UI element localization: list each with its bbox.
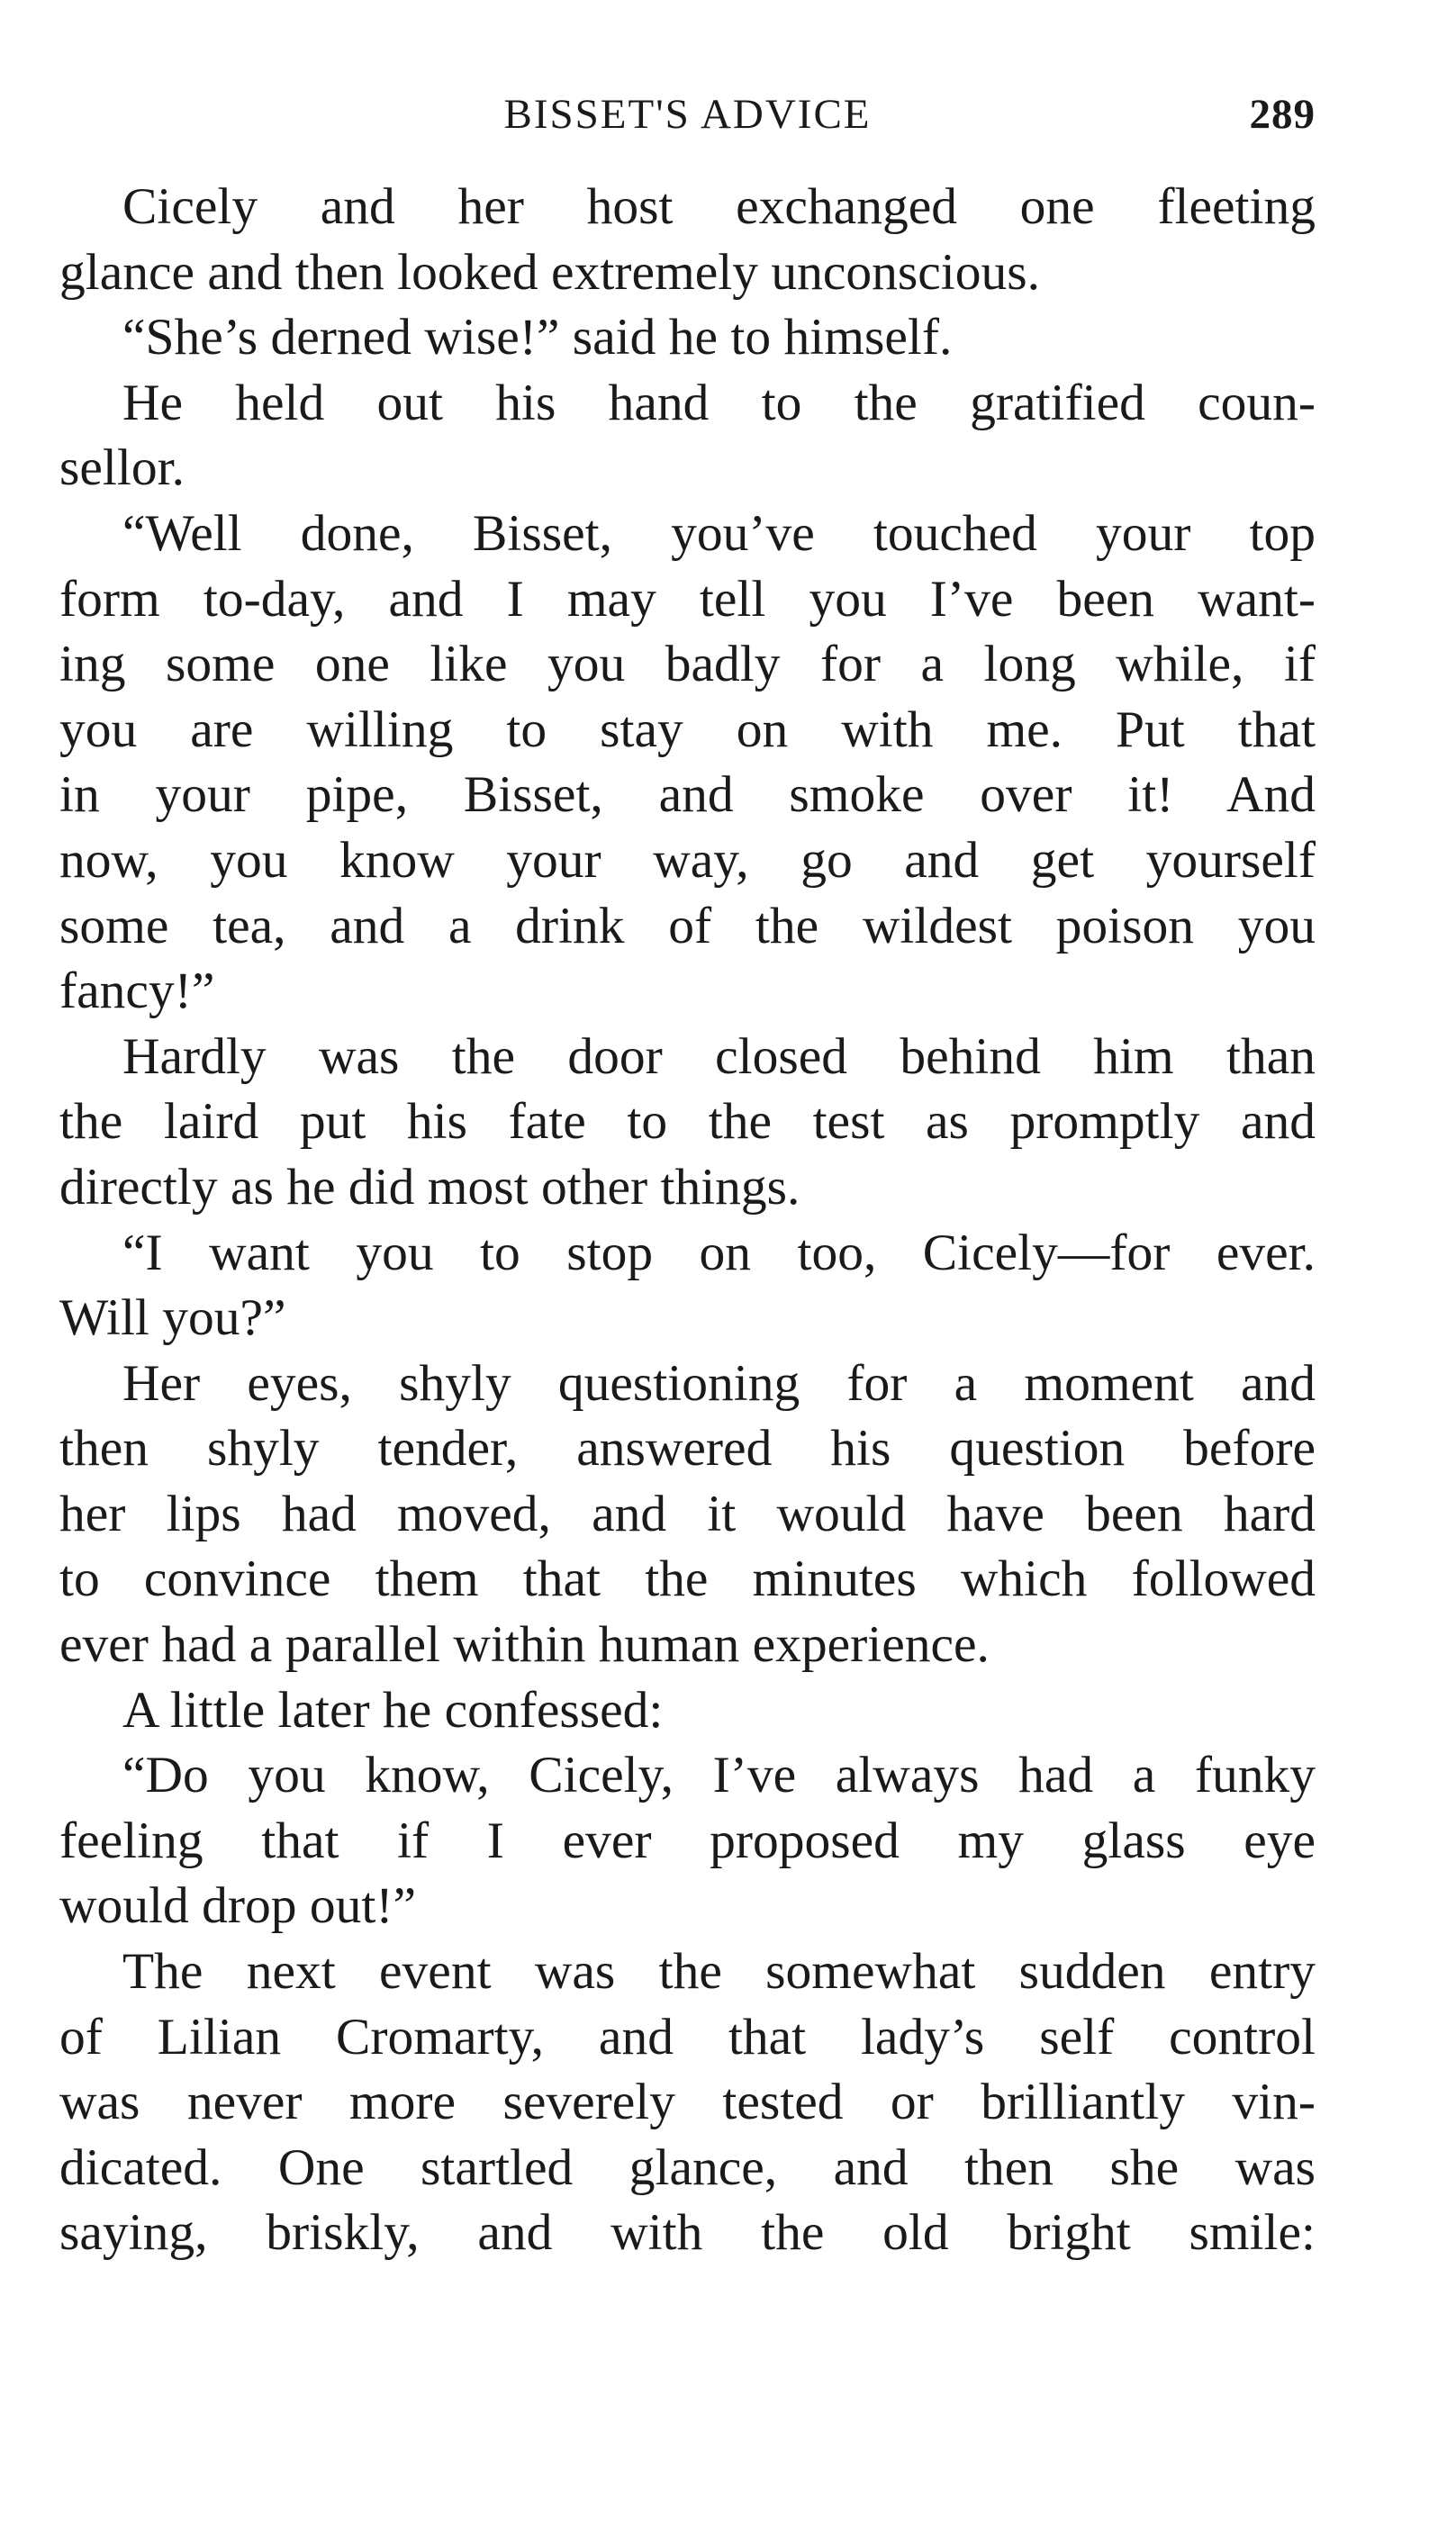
text-line: in your pipe, Bisset, and smoke over it! And: [59, 766, 1316, 824]
text-line: would drop out!”: [59, 1877, 417, 1935]
text-line: now, you know your way, go and get yourself: [59, 831, 1316, 889]
text-line: of Lilian Cromarty, and that lady’s self control: [59, 2008, 1316, 2065]
text-line: “I want you to stop on too, Cicely—for ever.: [122, 1224, 1316, 1281]
text-line: some tea, and a drink of the wildest poison you: [59, 897, 1316, 954]
text-line: saying, briskly, and with the old bright smile:: [59, 2204, 1316, 2262]
text-line: Will you?”: [59, 1289, 286, 1347]
text-line: “Do you know, Cicely, I’ve always had a funky: [122, 1747, 1316, 1804]
text-line: sellor.: [59, 439, 185, 497]
text-line: glance and then looked extremely unconscious.: [59, 243, 1040, 301]
text-line: directly as he did most other things.: [59, 1158, 800, 1216]
text-line: ing some one like you badly for a long while, if: [59, 636, 1316, 693]
page-number: 289: [1249, 91, 1316, 138]
text-line: “Well done, Bisset, you’ve touched your top: [122, 504, 1316, 562]
text-line: fancy!”: [59, 963, 215, 1020]
text-line: Her eyes, shyly questioning for a moment and: [122, 1354, 1316, 1412]
text-line: Hardly was the door closed behind him than: [122, 1027, 1316, 1085]
text-line: the laird put his fate to the test as promptly and: [59, 1093, 1316, 1151]
text-line: He held out his hand to the gratified coun-: [122, 374, 1316, 431]
book-page: [59, 90, 1316, 2266]
body-text: [59, 175, 1316, 2266]
chapter-title: BISSET'S ADVICE: [503, 91, 872, 138]
text-line: then shyly tender, answered his question before: [59, 1420, 1316, 1478]
text-line: feeling that if I ever proposed my glass eye: [59, 1812, 1316, 1869]
text-line: form to-day, and I may tell you I’ve been want-: [59, 570, 1316, 628]
text-line: ever had a parallel within human experience.: [59, 1616, 990, 1674]
text-line: to convince them that the minutes which followed: [59, 1550, 1316, 1608]
running-head: [59, 90, 1316, 153]
text-line: was never more severely tested or brilliantly vin-: [59, 2074, 1316, 2131]
text-line: A little later he confessed:: [122, 1681, 664, 1739]
text-line: Cicely and her host exchanged one fleeting: [122, 178, 1316, 235]
text-line: dicated. One startled glance, and then she was: [59, 2138, 1316, 2196]
text-line: her lips had moved, and it would have been hard: [59, 1485, 1316, 1542]
text-line: The next event was the somewhat sudden entry: [122, 1943, 1316, 2001]
text-line: you are willing to stay on with me. Put that: [59, 701, 1316, 758]
text-line: “She’s derned wise!” said he to himself.: [122, 309, 953, 366]
